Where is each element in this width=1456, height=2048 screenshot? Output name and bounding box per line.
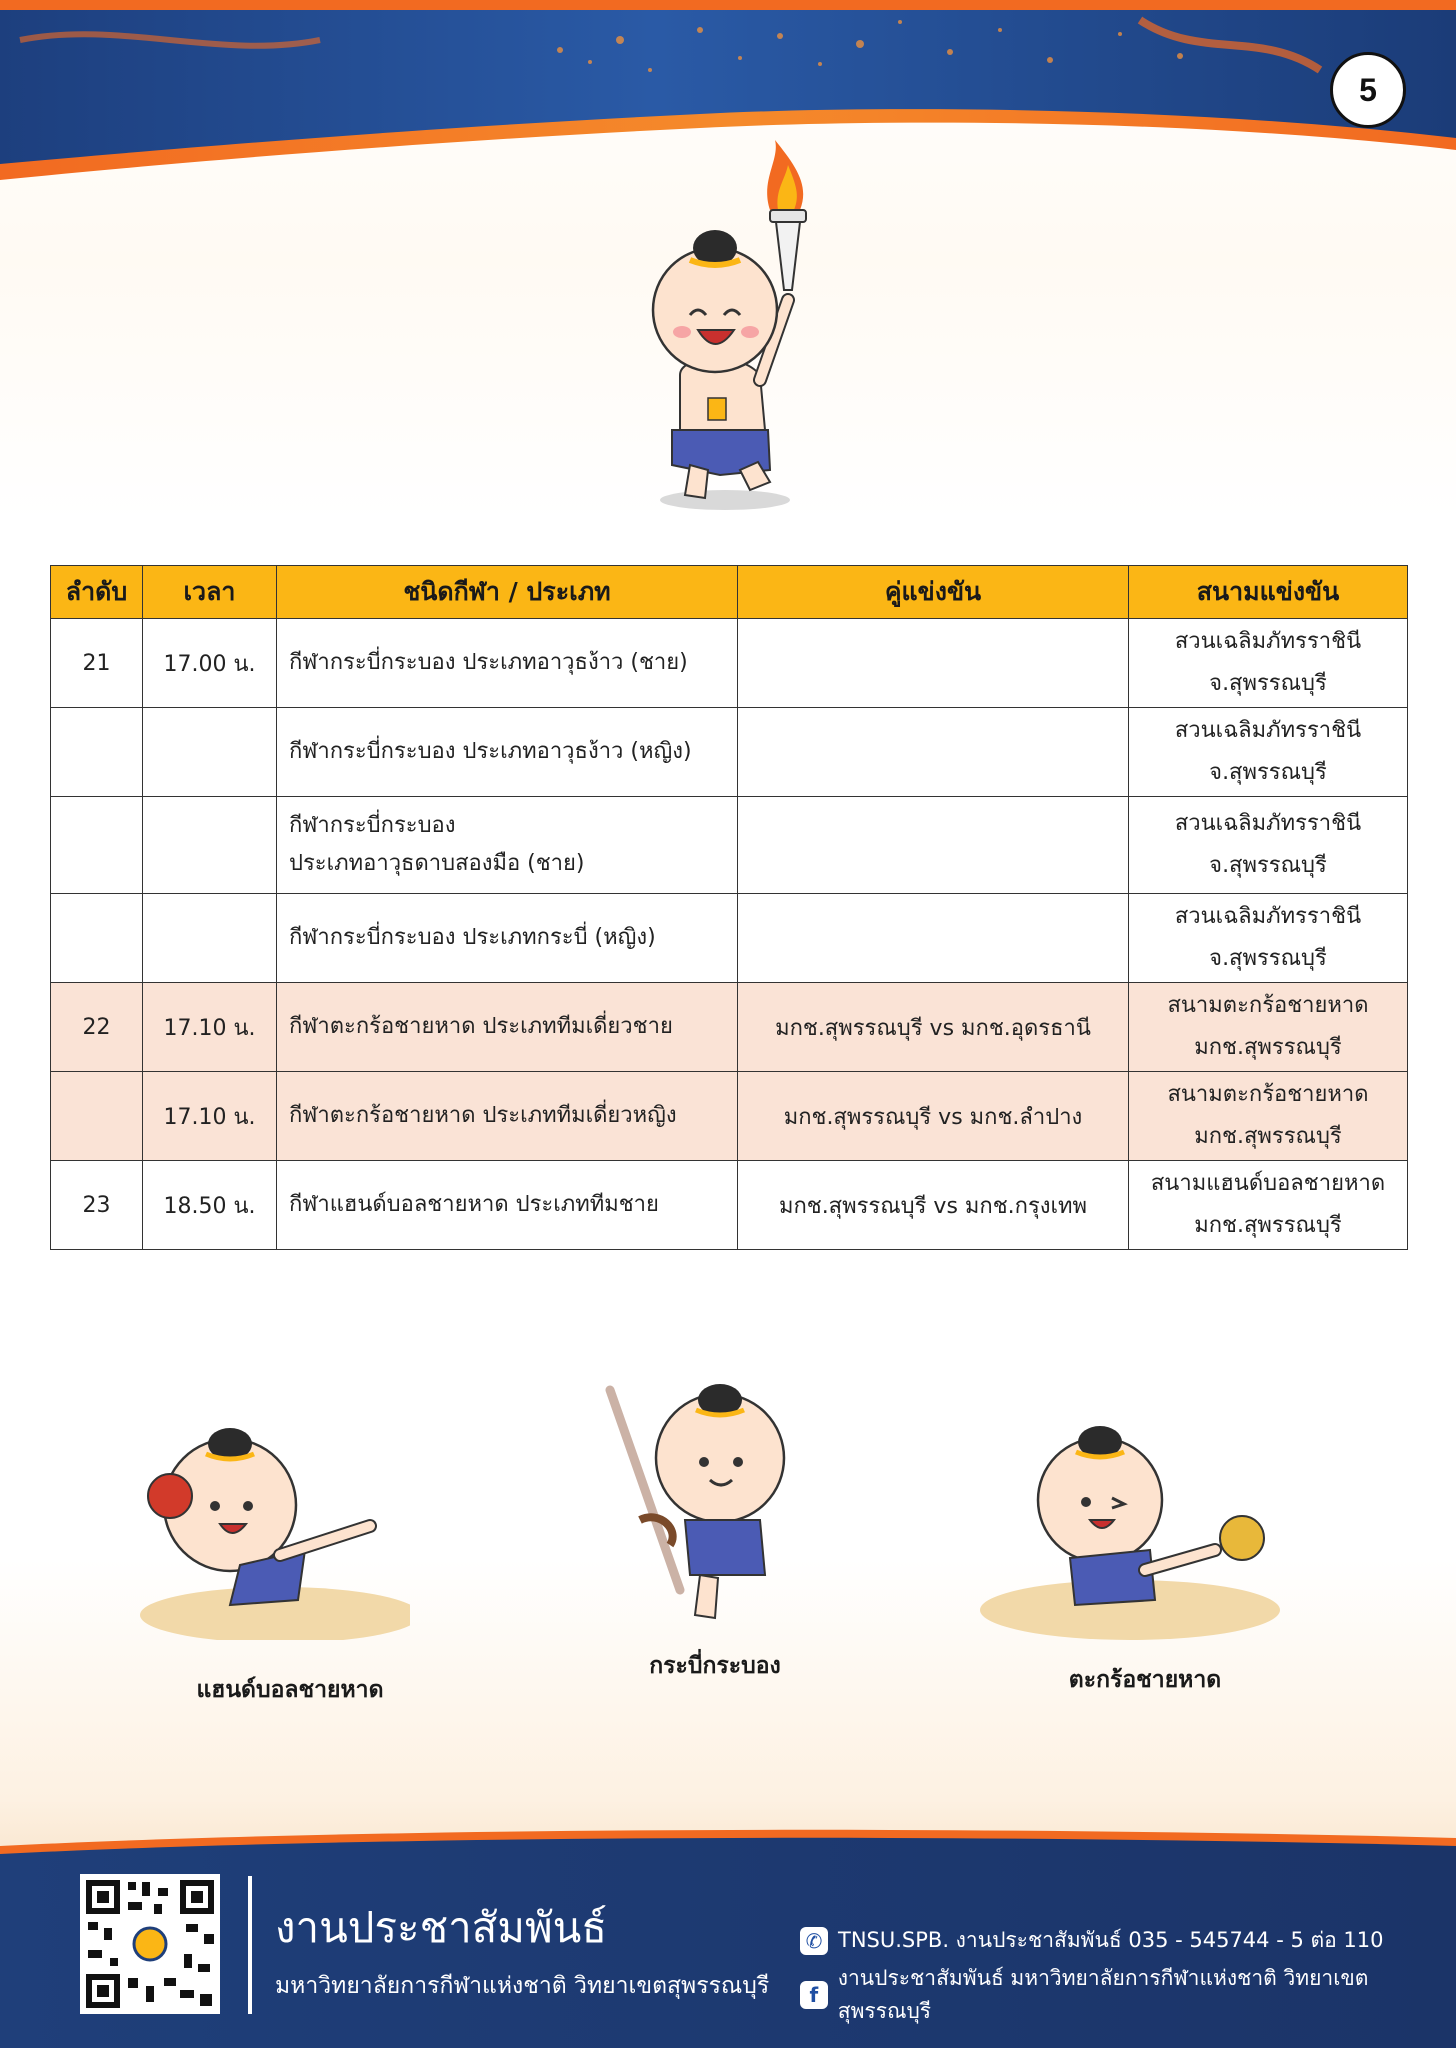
venue-cell [1129, 894, 1408, 983]
table-row [51, 1161, 1408, 1250]
column-header-time: เวลา [143, 566, 277, 619]
venue-line-1: สวนเฉลิมภัทรราชินี [1174, 904, 1362, 930]
sport-cell: กีฬากระบี่กระบอง ประเภทกระบี่ (หญิง) [277, 894, 738, 983]
sport-cell: กีฬากระบี่กระบอง ประเภทอาวุธง้าว (ชาย) [277, 619, 738, 708]
sepak-takraw-mascot-illustration [980, 1400, 1310, 1640]
teams-cell [738, 708, 1129, 797]
competition-schedule-table [50, 565, 1408, 1250]
venue-line-1: สนามแฮนด์บอลชายหาด [1150, 1171, 1386, 1197]
handball-caption: แฮนด์บอลชายหาด [196, 1677, 384, 1703]
qr-code[interactable] [80, 1874, 220, 2014]
venue-line-1: สวนเฉลิมภัทรราชินี [1174, 718, 1362, 744]
phone-icon: ✆ [800, 1927, 828, 1955]
krabi-krabong-mascot-illustration [600, 1370, 830, 1630]
facebook-text[interactable]: งานประชาสัมพันธ์ มหาวิทยาลัยการกีฬาแห่งชาติ วิทยาเขตสุพรรณบุรี [837, 1966, 1369, 2023]
sport-cell [277, 797, 738, 894]
order-cell [51, 1072, 143, 1161]
time-cell: 17.10 น. [143, 983, 277, 1072]
sport-cell: กีฬากระบี่กระบอง ประเภทอาวุธง้าว (หญิง) [277, 708, 738, 797]
venue-cell [1129, 708, 1408, 797]
org-subtitle: มหาวิทยาลัยการกีฬาแห่งชาติ วิทยาเขตสุพรรณบุรี [275, 1973, 770, 1999]
venue-line-1: สนามตะกร้อชายหาด [1167, 993, 1369, 1019]
teams-cell [738, 797, 1129, 894]
venue-cell [1129, 1072, 1408, 1161]
torch-mascot-illustration [610, 140, 830, 520]
venue-cell [1129, 797, 1408, 894]
krabi-krabong-caption: กระบี่กระบอง [649, 1653, 781, 1679]
sport-cell: กีฬาตะกร้อชายหาด ประเภททีมเดี่ยวหญิง [277, 1072, 738, 1161]
order-cell: 21 [51, 619, 143, 708]
time-cell [143, 708, 277, 797]
time-cell: 17.10 น. [143, 1072, 277, 1161]
venue-line-2: จ.สุพรรณบุรี [1209, 946, 1327, 971]
teams-cell: มกช.สุพรรณบุรี vs มกช.กรุงเทพ [738, 1161, 1129, 1250]
sport-cell: กีฬาตะกร้อชายหาด ประเภททีมเดี่ยวชาย [277, 983, 738, 1072]
table-row [51, 894, 1408, 983]
venue-line-2: จ.สุพรรณบุรี [1209, 853, 1327, 878]
table-row [51, 1072, 1408, 1161]
venue-line-2: จ.สุพรรณบุรี [1209, 760, 1327, 785]
sport-line-2: ประเภทอาวุธดาบสองมือ (ชาย) [289, 851, 585, 876]
venue-line-2: มกช.สุพรรณบุรี [1194, 1035, 1342, 1060]
venue-line-2: มกช.สุพรรณบุรี [1194, 1124, 1342, 1149]
facebook-icon: f [800, 1981, 828, 2009]
page-number-badge: 5 [1330, 52, 1406, 128]
facebook-contact[interactable] [800, 1962, 1456, 2028]
teams-cell: มกช.สุพรรณบุรี vs มกช.ลำปาง [738, 1072, 1129, 1161]
teams-cell: มกช.สุพรรณบุรี vs มกช.อุดรธานี [738, 983, 1129, 1072]
order-cell: 23 [51, 1161, 143, 1250]
sport-line-1: กีฬากระบี่กระบอง [289, 812, 456, 838]
org-title: งานประชาสัมพันธ์ [275, 1903, 608, 1952]
order-cell [51, 708, 143, 797]
footer-divider [248, 1876, 252, 2014]
venue-line-1: สนามตะกร้อชายหาด [1167, 1082, 1369, 1108]
sepak-takraw-caption: ตะกร้อชายหาด [1068, 1667, 1222, 1693]
table-row [51, 983, 1408, 1072]
venue-cell [1129, 983, 1408, 1072]
handball-mascot-illustration [130, 1400, 410, 1640]
table-row [51, 619, 1408, 708]
table-row [51, 797, 1408, 894]
phone-contact [800, 1924, 1384, 1957]
teams-cell [738, 894, 1129, 983]
venue-line-1: สวนเฉลิมภัทรราชินี [1174, 629, 1362, 655]
teams-cell [738, 619, 1129, 708]
column-header-venue: สนามแข่งขัน [1129, 566, 1408, 619]
column-header-teams: คู่แข่งขัน [738, 566, 1129, 619]
table-header-row [51, 566, 1408, 619]
order-cell [51, 797, 143, 894]
time-cell [143, 894, 277, 983]
column-header-order: ลำดับ [51, 566, 143, 619]
order-cell [51, 894, 143, 983]
venue-cell [1129, 619, 1408, 708]
phone-text: TNSU.SPB. งานประชาสัมพันธ์ 035 - 545744 - 5 ต่อ 110 [838, 1928, 1384, 1952]
table-row [51, 708, 1408, 797]
time-cell: 18.50 น. [143, 1161, 277, 1250]
time-cell [143, 797, 277, 894]
venue-line-2: จ.สุพรรณบุรี [1209, 671, 1327, 696]
venue-line-2: มกช.สุพรรณบุรี [1194, 1213, 1342, 1238]
sport-cell: กีฬาแฮนด์บอลชายหาด ประเภททีมชาย [277, 1161, 738, 1250]
column-header-sport: ชนิดกีฬา / ประเภท [277, 566, 738, 619]
venue-line-1: สวนเฉลิมภัทรราชินี [1174, 811, 1362, 837]
venue-cell [1129, 1161, 1408, 1250]
time-cell: 17.00 น. [143, 619, 277, 708]
order-cell: 22 [51, 983, 143, 1072]
